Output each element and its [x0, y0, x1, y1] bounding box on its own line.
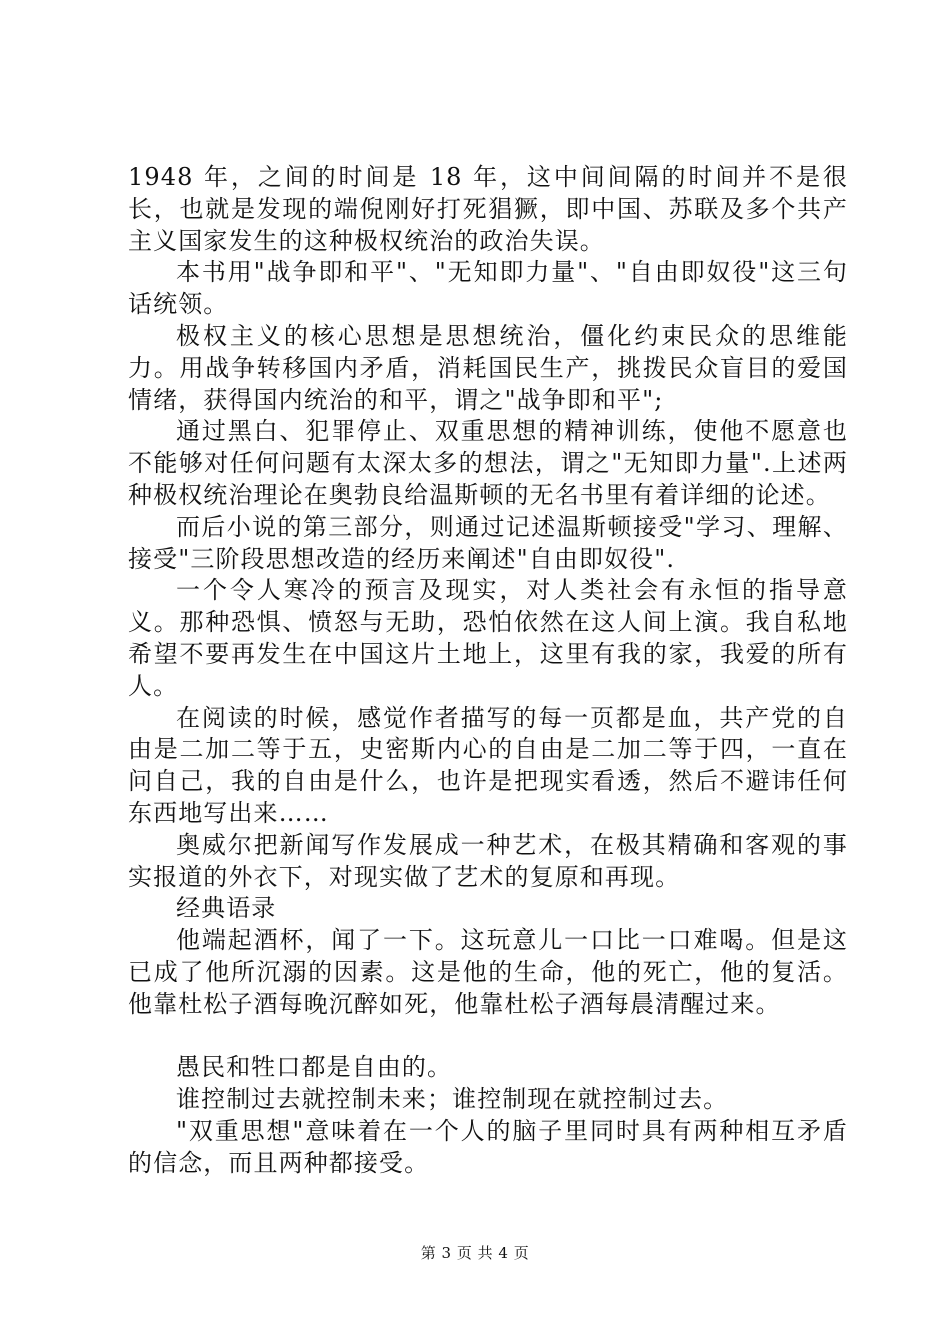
quote-proles: 愚民和牲口都是自由的。	[176, 1053, 453, 1082]
paragraph-reading-feeling: 在阅读的时候，感觉作者描写的每一页都是血，共产党的自由是二加二等于五，史密斯内心的自由是二加二等于四，一直在问自己，我的自由是什么，也许是把现实看透，然后不避讳任何东西地写出来……	[128, 703, 848, 827]
quote-doublethink: "双重思想"意味着在一个人的脑子里同时具有两种相互矛盾的信念，而且两种都接受。	[128, 1116, 848, 1177]
page-footer: 第 3 页 共 4 页	[420, 1244, 530, 1262]
paragraph-freedom-is-slavery: 而后小说的第三部分，则通过记述温斯顿接受"学习、理解、接受"三阶段思想改造的经历来阐述"自由即奴役".	[128, 512, 848, 573]
paragraph-continuation: 1948 年，之间的时间是 18 年，这中间间隔的时间并不是很长，也就是发现的端倪刚好打死猖獗，即中国、苏联及多个共产主义国家发生的这种极权统治的政治失误。	[128, 163, 848, 255]
paragraph-book-themes: 本书用"战争即和平"、"无知即力量"、"自由即奴役"这三句话统领。	[128, 258, 848, 319]
paragraph-prophecy: 一个令人寒冷的预言及现实，对人类社会有永恒的指导意义。那种恐惧、愤怒与无助，恐怕依然在这人间上演。我自私地希望不要再发生在中国这片土地上，这里有我的家，我爱的所有人。	[128, 576, 848, 700]
document-body	[128, 162, 848, 1180]
paragraph-ignorance-is-strength: 通过黑白、犯罪停止、双重思想的精神训练，使他不愿意也不能够对任何问题有太深太多的想法，谓之"无知即力量".上述两种极权统治理论在奥勃良给温斯顿的无名书里有着详细的论述。	[128, 417, 848, 509]
quote-control-past: 谁控制过去就控制未来；谁控制现在就控制过去。	[176, 1085, 729, 1114]
section-heading-quotes: 经典语录	[176, 894, 277, 923]
paragraph-orwell-art: 奥威尔把新闻写作发展成一种艺术，在极其精确和客观的事实报道的外衣下，对现实做了艺术的复原和再现。	[128, 830, 848, 891]
quote-gin: 他端起酒杯，闻了一下。这玩意儿一口比一口难喝。但是这已成了他所沉溺的因素。这是他的生命，他的死亡，他的复活。他靠杜松子酒每晚沉醉如死，他靠杜松子酒每晨清醒过来。	[128, 926, 848, 1018]
paragraph-war-is-peace: 极权主义的核心思想是思想统治，僵化约束民众的思维能力。用战争转移国内矛盾，消耗国民生产，挑拨民众盲目的爱国情绪，获得国内统治的和平，谓之"战争即和平";	[128, 321, 848, 414]
